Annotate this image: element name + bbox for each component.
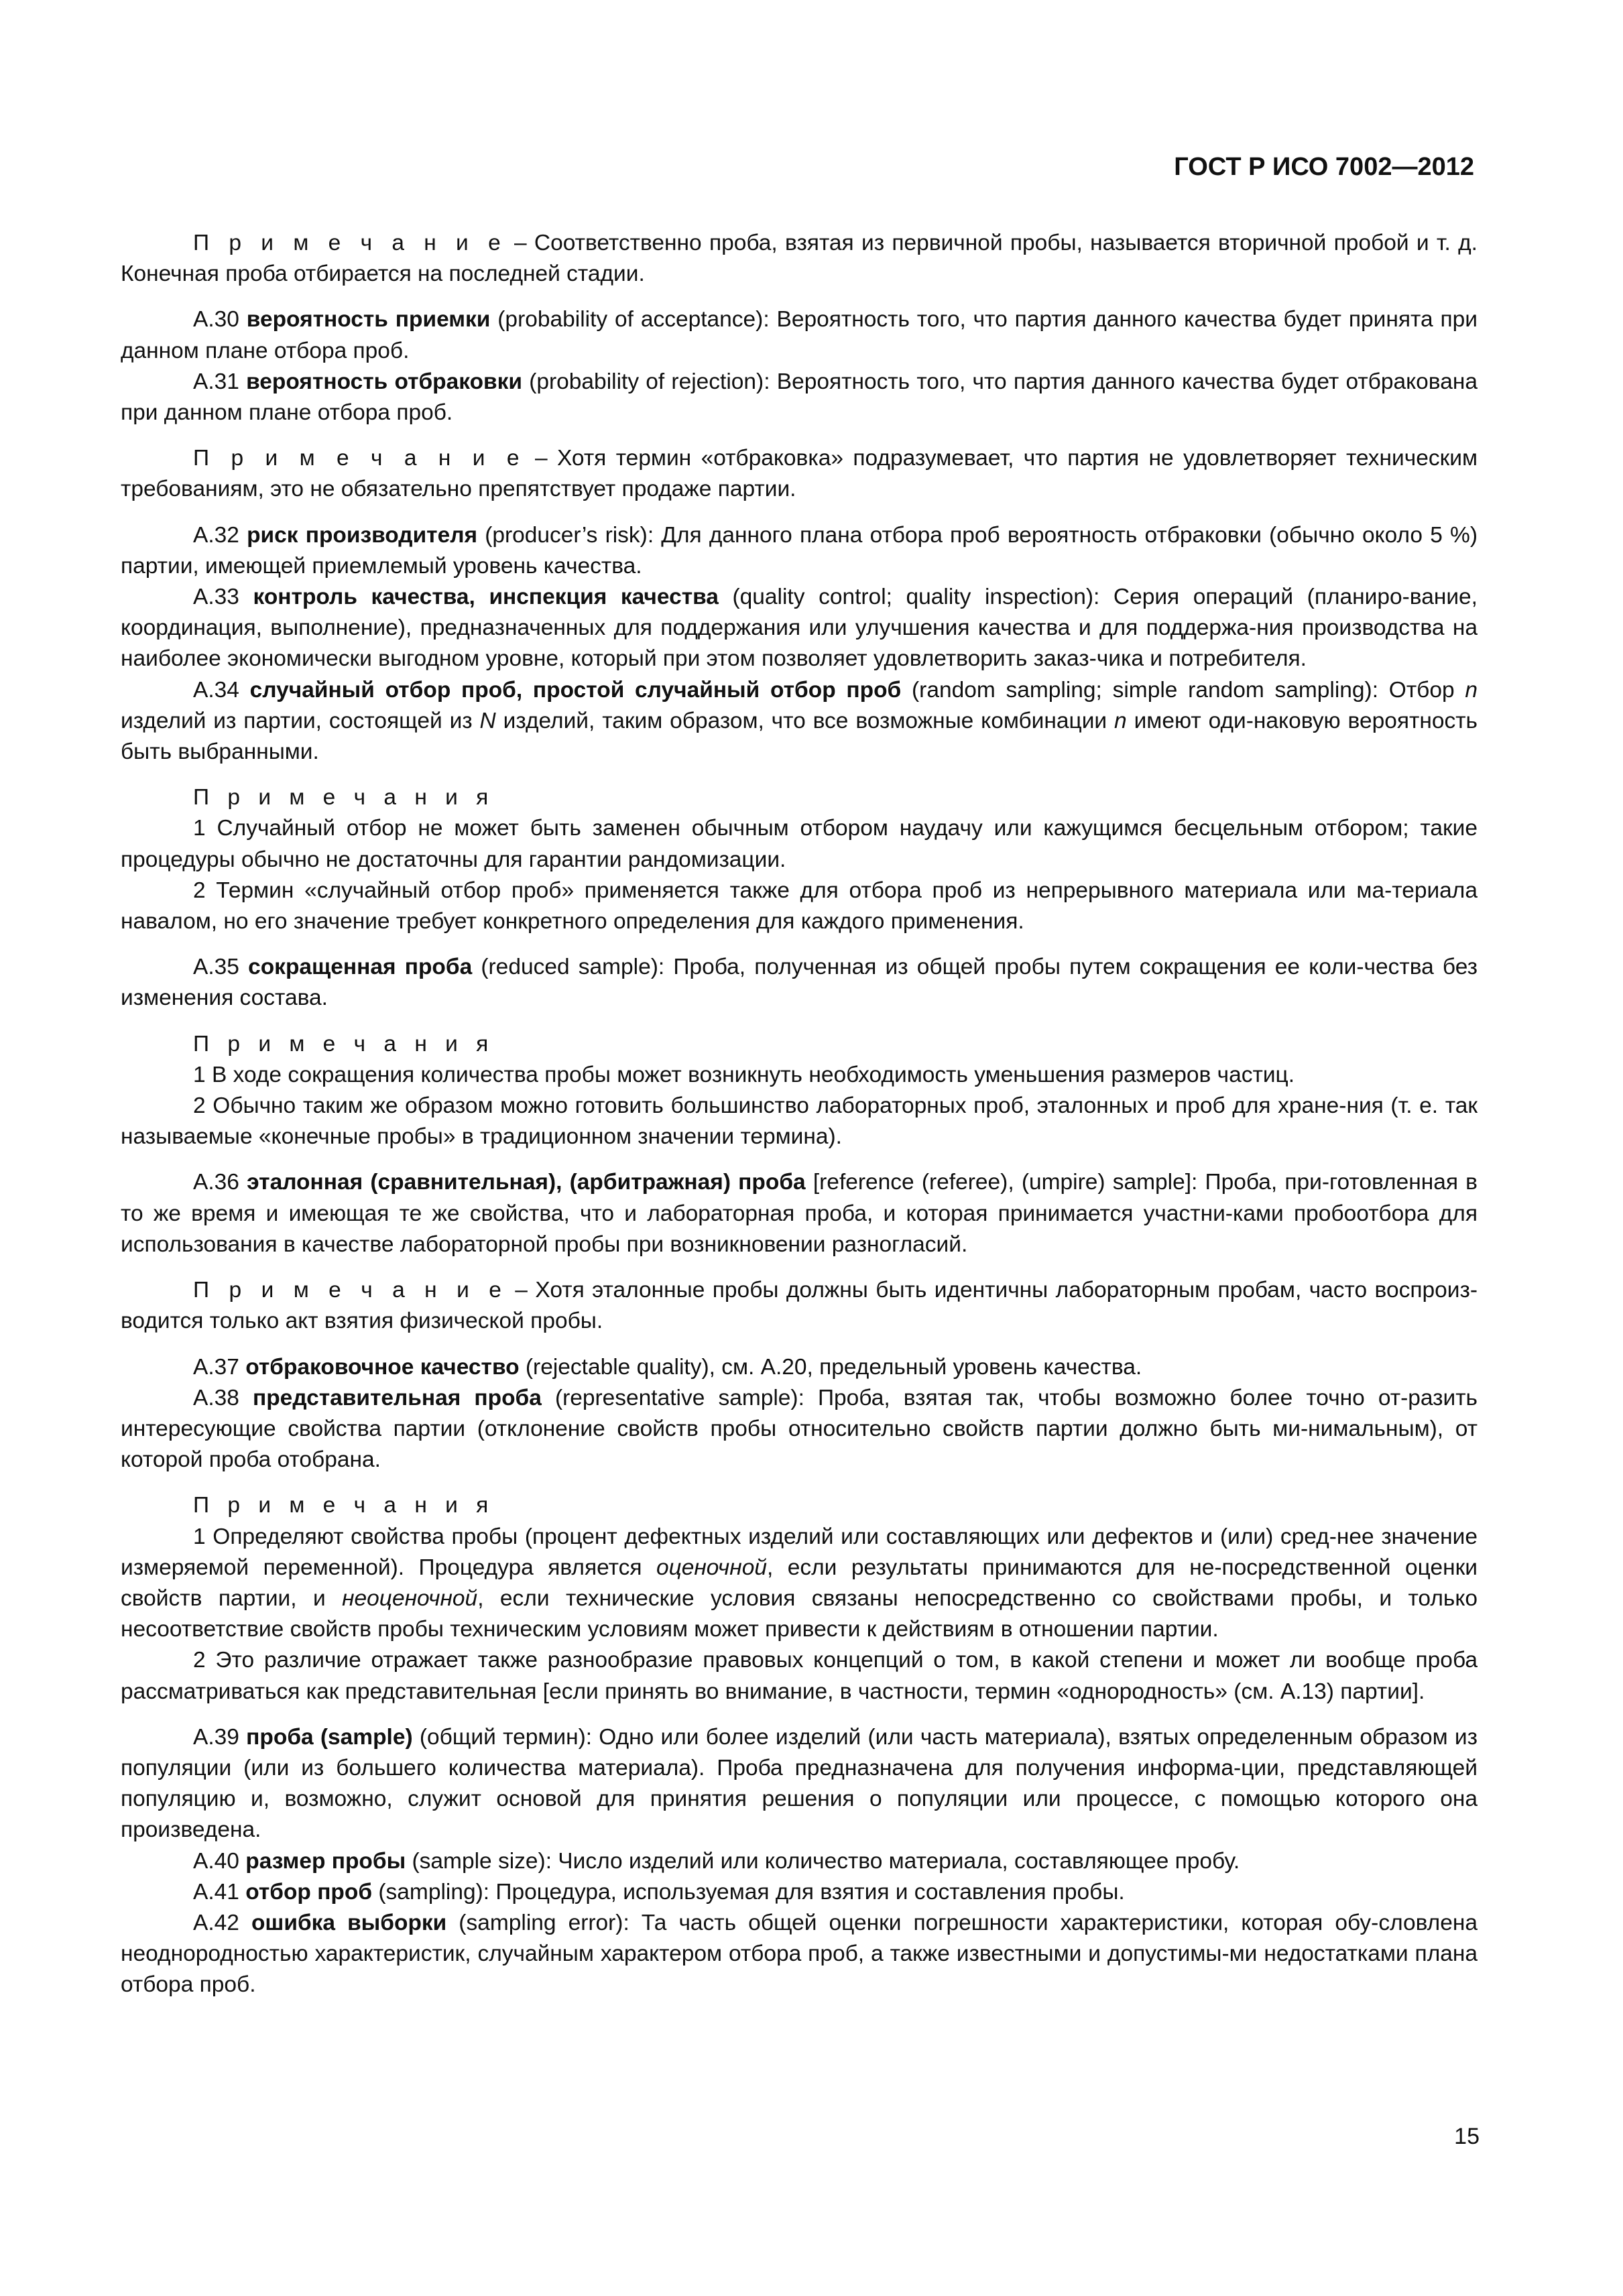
text-run: , если технические условия связаны непосредственно со свойствами пробы, и только несоответствие свойств пробы техническим условиям может привести к действиям в отношении партии. <box>121 1585 1478 1642</box>
text-run: А.33 <box>193 585 253 610</box>
text-run: А.42 <box>193 1910 251 1935</box>
document-header: ГОСТ Р ИСО 7002—2012 <box>1174 153 1474 181</box>
paragraph <box>121 1383 1478 1476</box>
text-run: А.39 <box>193 1724 247 1750</box>
term: ошибка выборки <box>251 1910 447 1935</box>
text-run: 1 Определяют свойства пробы (процент дефектных изделий или составляющих или дефектов и (или) сред-нее значение измеряемой переменной). Процедура является <box>121 1524 1478 1580</box>
text-run: А.37 <box>193 1354 246 1380</box>
paragraph <box>121 1352 1478 1383</box>
text-run: А.30 <box>193 307 247 333</box>
text-run: А.32 <box>193 522 247 548</box>
text-run: (representative sample): Проба, взятая так, чтобы возможно более точно от-разить интересующие свойства партии (отклонение свойств пробы относительно свойств партии должно быть ми-нимальным), от которой проба отобрана. <box>121 1385 1478 1473</box>
term: случайный отбор проб, простой случайный отбор проб <box>249 677 902 703</box>
text-run: А.36 <box>193 1170 247 1195</box>
paragraph <box>121 443 1478 505</box>
note-label: П р и м е ч а н и я <box>193 1493 495 1518</box>
paragraph <box>121 1877 1478 1908</box>
text-run: (rejectable quality), см. А.20, предельный уровень качества. <box>519 1354 1142 1380</box>
text-run: (общий термин): Одно или более изделий (или часть материала), взятых определенным образом из популяции (или из большего количества материала). Проба предназначена для получения информа-ции, представляющей популяцию и, возможно, служит основой для принятия решения о популяции или процессе, с помощью которого она произведена. <box>121 1724 1478 1843</box>
term: проба (sample) <box>246 1724 413 1750</box>
text-run: А.35 <box>193 955 249 980</box>
page-number: 15 <box>1454 2124 1480 2149</box>
text-run: (random sampling; simple random sampling): Отбор <box>901 677 1465 703</box>
text-run: (probability of acceptance): Вероятность того, что партия данного качества будет принята при данном плане отбора проб. <box>121 307 1478 363</box>
term: эталонная (сравнительная), (арбитражная) проба <box>247 1170 806 1195</box>
note-label: П р и м е ч а н и е <box>193 231 507 255</box>
paragraph <box>121 875 1478 937</box>
paragraph <box>121 1060 1478 1091</box>
text-run: (sampling error): Та часть общей оценки погрешности характеристики, которая обу-словлена неоднородностью характеристик, случайным характером отбора проб, а также известными и допустимы-ми недостатками плана отбора проб. <box>121 1910 1478 1998</box>
note-label: П р и м е ч а н и е <box>193 1278 507 1303</box>
italic-text: оценочной <box>656 1555 767 1580</box>
text-run: 1 Случайный отбор не может быть заменен обычным отбором наудачу или кажущимся бесцельным отбором; такие процедуры обычно не достаточны для гарантии рандомизации. <box>121 816 1478 872</box>
paragraph <box>121 1275 1478 1337</box>
text-run: 2 Термин «случайный отбор проб» применяется также для отбора проб из непрерывного материала или ма-териала навалом, но его значение требует конкретного определения для каждого применения. <box>121 878 1478 934</box>
text-run: , если результаты принимаются для не-посредственной оценки свойств партии, и <box>121 1555 1478 1611</box>
term: отбраковочное качество <box>245 1354 520 1380</box>
paragraph <box>121 1908 1478 2001</box>
paragraph <box>121 1091 1478 1152</box>
text-run: (sampling): Процедура, используемая для взятия и составления пробы. <box>372 1879 1125 1905</box>
paragraph <box>121 304 1478 366</box>
paragraph <box>121 1846 1478 1877</box>
paragraph <box>121 1722 1478 1846</box>
paragraph <box>121 1490 1478 1521</box>
text-run: (probability of rejection): Вероятность того, что партия данного качества будет отбракована при данном плане отбора проб. <box>121 369 1478 426</box>
text-run: (sample size): Число изделий или количество материала, составляющее пробу. <box>406 1848 1240 1874</box>
paragraph <box>121 675 1478 768</box>
paragraph <box>121 582 1478 675</box>
text-run: А.38 <box>193 1385 253 1410</box>
term: представительная проба <box>252 1385 542 1410</box>
text-run: изделий, таким образом, что все возможные комбинации <box>495 708 1115 733</box>
text-run: 2 Это различие отражает также разнообразие правовых концепций о том, в какой степени и может ли вообще проба рассматриваться как представительная [если принять во внимание, в частности, термин «однородность» (см. А.13) партии]. <box>121 1648 1478 1704</box>
term: риск производителя <box>247 522 478 548</box>
paragraph <box>121 520 1478 582</box>
term: вероятность отбраковки <box>246 369 523 394</box>
term: вероятность приемки <box>246 307 491 333</box>
text-run: А.31 <box>193 369 247 394</box>
text-run: (quality control; quality inspection): Серия операций (планиро-вание, координация, выполнение), предназначенных для поддержания или улучшения качества и для поддержа-ния производства на наиболее экономически выгодном уровне, который при этом позволяет удовлетворить заказ-чика и потребителя. <box>121 585 1478 672</box>
paragraph <box>121 813 1478 875</box>
document-body <box>121 228 1478 2001</box>
text-run: А.41 <box>193 1879 246 1905</box>
text-run: изделий из партии, состоящей из <box>121 708 480 733</box>
text-run: имеют оди-наковую вероятность быть выбранными. <box>121 708 1478 765</box>
text-run: А.40 <box>193 1848 246 1874</box>
italic-text: n <box>1465 677 1478 703</box>
text-run: 1 В ходе сокращения количества пробы может возникнуть необходимость уменьшения размеров частиц. <box>193 1062 1295 1087</box>
term: отбор проб <box>245 1879 373 1905</box>
text-run: (producer’s risk): Для данного плана отбора проб вероятность отбраковки (обычно около 5 %) партии, имеющей приемлемый уровень качества. <box>121 522 1478 579</box>
note-label: П р и м е ч а н и е <box>193 446 526 471</box>
paragraph <box>121 1167 1478 1260</box>
text-run: 2 Обычно таким же образом можно готовить большинство лабораторных проб, эталонных и проб для хране-ния (т. е. так называемые «конечные пробы» в традиционном значении термина). <box>121 1093 1478 1150</box>
text-run: [reference (referee), (umpire) sample]: Проба, при-готовленная в то же время и имеющая те же свойства, что и лабораторная проба, и которая принимается участни-ками пробоотбора для использования в качестве лабораторной пробы при возникновении разногласий. <box>121 1170 1478 1257</box>
paragraph <box>121 952 1478 1014</box>
paragraph <box>121 1029 1478 1060</box>
note-label: П р и м е ч а н и я <box>193 1031 495 1056</box>
italic-text: неоценочной <box>342 1585 478 1611</box>
text-run: (reduced sample): Проба, полученная из общей пробы путем сокращения ее коли-чества без изменения состава. <box>121 955 1478 1011</box>
paragraph <box>121 367 1478 428</box>
italic-text: N <box>479 708 496 733</box>
text-run: А.34 <box>193 677 250 703</box>
paragraph <box>121 1645 1478 1707</box>
term: сокращенная проба <box>248 955 473 980</box>
term: контроль качества, инспекция качества <box>253 585 719 610</box>
paragraph <box>121 228 1478 290</box>
text-run: – Соответственно проба, взятая из первичной пробы, называется вторичной пробой и т. д. Конечная проба отбирается на последней стадии. <box>121 231 1478 287</box>
italic-text: n <box>1114 708 1127 733</box>
paragraph <box>121 1522 1478 1646</box>
paragraph <box>121 782 1478 813</box>
text-run: – Хотя эталонные пробы должны быть идентичны лабораторным пробам, часто воспроиз-водится только акт взятия физической пробы. <box>121 1278 1478 1334</box>
text-run: – Хотя термин «отбраковка» подразумевает, что партия не удовлетворяет техническим требованиям, это не обязательно препятствует продаже партии. <box>121 446 1478 502</box>
term: размер пробы <box>245 1848 406 1874</box>
note-label: П р и м е ч а н и я <box>193 785 495 810</box>
